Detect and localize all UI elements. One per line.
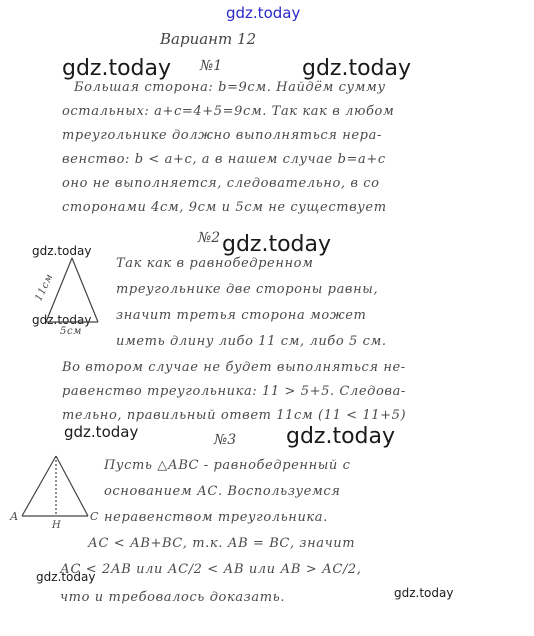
watermark: gdz.today — [32, 244, 92, 258]
task1-line: остальных: a+c=4+5=9см. Так как в любом — [62, 104, 395, 119]
task2-number: №2 — [198, 230, 221, 246]
task2-triangle — [46, 258, 98, 322]
triangle-side-right — [72, 258, 98, 322]
triangle-side-bc — [56, 456, 88, 516]
task1-line: оно не выполняется, следовательно, в со — [62, 176, 380, 191]
task1-line: треугольнике должно выполняться нера- — [62, 128, 382, 143]
task2-line: равенство треугольника: 11 > 5+5. Следова- — [62, 384, 406, 399]
fig3-vertex-h: Н — [52, 520, 62, 531]
watermark: gdz.today — [286, 424, 396, 449]
fig3-vertex-c: С — [90, 510, 100, 523]
triangle-side-left — [46, 258, 72, 322]
task3-number: №3 — [214, 432, 237, 448]
fig3-vertex-a: А — [10, 510, 19, 523]
variant-title: Вариант 12 — [160, 30, 257, 48]
fig2-base-label: 5см — [60, 326, 83, 337]
task2-line: Во втором случае не будет выполняться не- — [62, 360, 406, 375]
task1-line: Большая сторона: b=9см. Найдём сумму — [74, 80, 386, 95]
task3-line: неравенством треугольника. — [104, 510, 328, 525]
watermark-top: gdz.today — [226, 4, 301, 22]
task3-line: АС < 2АВ или АС/2 < АВ или АВ > АС/2, — [60, 562, 362, 577]
watermark: gdz.today — [32, 313, 92, 327]
task3-line: АС < АВ+ВС, т.к. АВ = ВС, значит — [88, 536, 356, 551]
task2-line: тельно, правильный ответ 11см (11 < 11+5) — [62, 408, 407, 423]
task2-line: треугольнике две стороны равны, — [116, 282, 379, 297]
task1-line: сторонами 4см, 9см и 5см не существует — [62, 200, 387, 215]
watermark: gdz.today — [394, 586, 454, 600]
triangle-side-ab — [22, 456, 56, 516]
watermark: gdz.today — [62, 56, 172, 81]
task2-line: иметь длину либо 11 см, либо 5 см. — [116, 334, 387, 349]
watermark: gdz.today — [36, 570, 96, 584]
task1-number: №1 — [200, 58, 223, 74]
task3-line: что и требовалось доказать. — [60, 590, 286, 605]
task2-line: Так как в равнобедренном — [116, 256, 314, 271]
task3-line: основанием АС. Воспользуемся — [104, 484, 341, 499]
fig2-side-label: 11см — [33, 272, 56, 303]
watermark: gdz.today — [222, 232, 332, 257]
task2-line: значит третья сторона может — [116, 308, 367, 323]
watermark: gdz.today — [302, 56, 412, 81]
watermark: gdz.today — [64, 423, 139, 441]
task1-line: венство: b < a+c, а в нашем случае b=a+c — [62, 152, 386, 167]
task3-line: Пусть △АВС - равнобедренный с — [104, 458, 351, 473]
task3-triangle — [22, 456, 88, 516]
